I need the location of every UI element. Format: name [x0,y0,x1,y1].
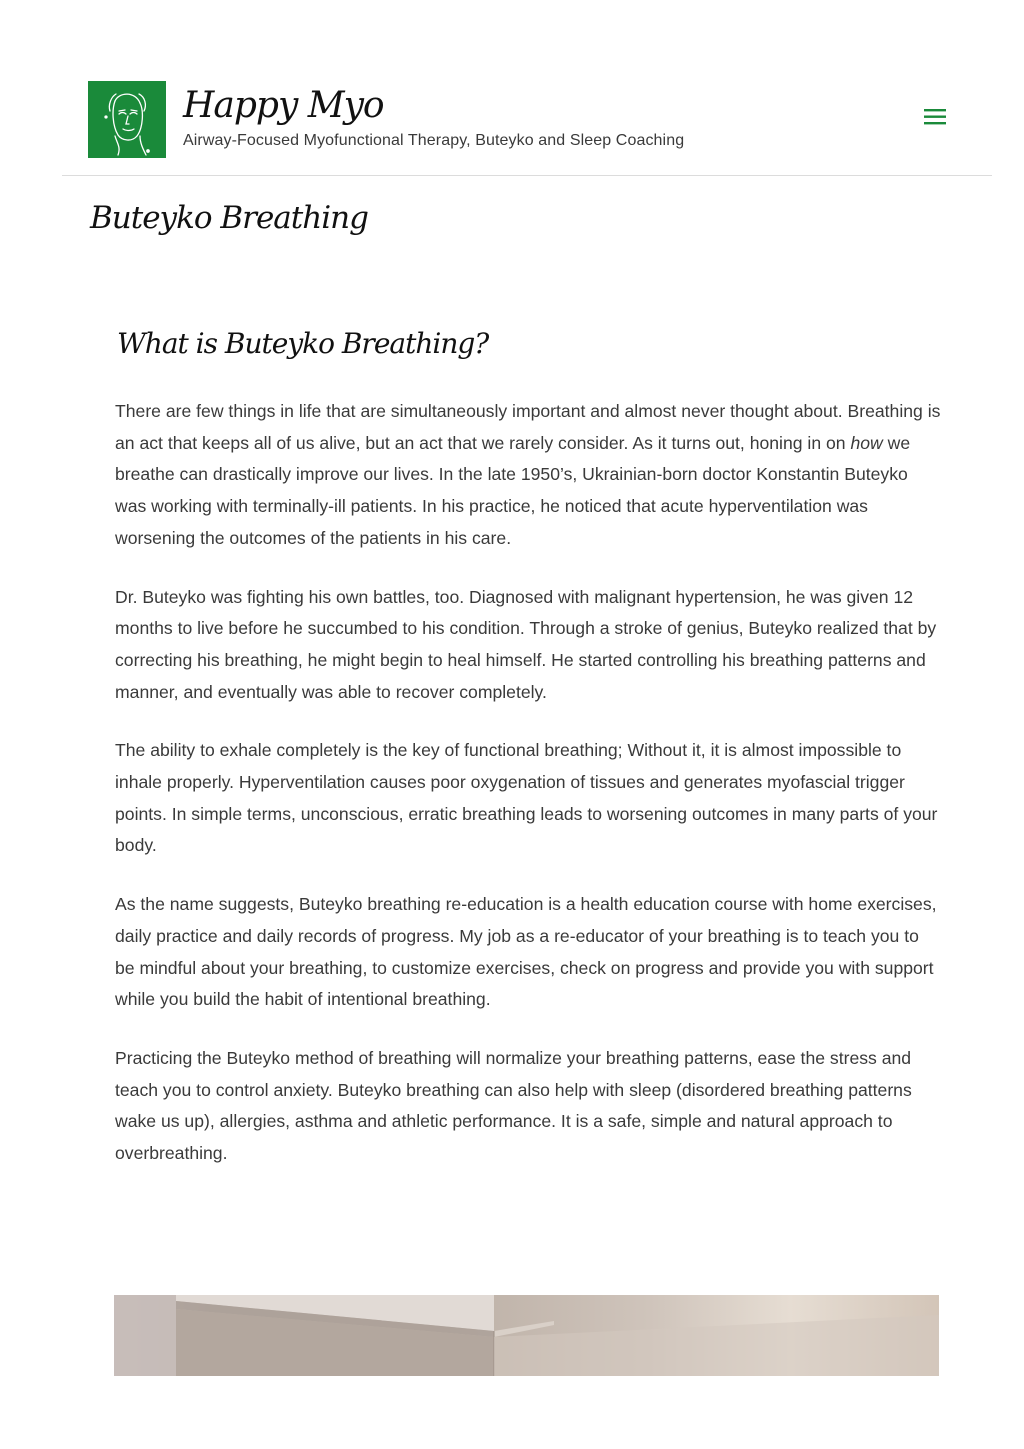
room-photo-image [114,1295,939,1376]
paragraph-4: As the name suggests, Buteyko breathing re-education is a health education course with home exercises, daily practice and daily records of progress. My job as a re-educator of your breathing is to teach you to be mindful about your breathing, to customize exercises, check on progress and provide you with support while you build the habit of intentional breathing. [115,894,937,1010]
paragraph-1 [115,396,941,555]
page-title: Buteyko Breathing [90,200,368,236]
site-logo[interactable] [88,81,166,158]
site-header [62,0,992,176]
site-tagline: Airway-Focused Myofunctional Therapy, Buteyko and Sleep Coaching [183,132,685,149]
paragraph-3: The ability to exhale completely is the key of functional breathing; Without it, it is almost impossible to inhale properly. Hyperventilation causes poor oxygenation of tissues and generates myofascial trigger points. In simple terms, unconscious, erratic breathing leads to worsening outcomes in many parts of your body. [115,740,938,856]
main-content [115,322,941,1197]
site-title[interactable]: Happy Myo [183,85,384,126]
hamburger-menu-icon [920,104,950,130]
paragraph-1-text-b: we breathe can drastically improve our lives. In the late 1950’s, Ukrainian-born doctor Konstantin Buteyko was working with terminally-ill patients. In his practice, he noticed that acute hyperventilation was worsening the outcomes of the patients in his care. [115,432,911,548]
face-logo-icon [88,81,166,158]
paragraph-2: Dr. Buteyko was fighting his own battles, too. Diagnosed with malignant hypertension, he was given 12 months to live before he succumbed to his condition. Through a stroke of genius, Buteyko realized that by correcting his breathing, he might begin to heal himself. He started controlling his breathing patterns and manner, and eventually was able to recover completely. [115,586,937,702]
site-branding [183,84,684,150]
paragraph-1-emphasis: how [850,432,883,453]
section-heading: What is Buteyko Breathing? [117,327,489,360]
paragraph-5: Practicing the Buteyko method of breathing will normalize your breathing patterns, ease the stress and teach you to control anxiety. Buteyko breathing can also help with sleep (disordered breathing patterns wake us up), allergies, asthma and athletic performance. It is a safe, simple and natural approach to overbreathing. [115,1047,912,1164]
room-photo [114,1295,939,1376]
paragraph-1-text-a: There are few things in life that are simultaneously important and almost never thought about. Breathing is an act that keeps all of us alive, but an act that we rarely consider. As it turns out, honing in on [115,401,941,453]
menu-toggle-button[interactable] [920,104,950,130]
